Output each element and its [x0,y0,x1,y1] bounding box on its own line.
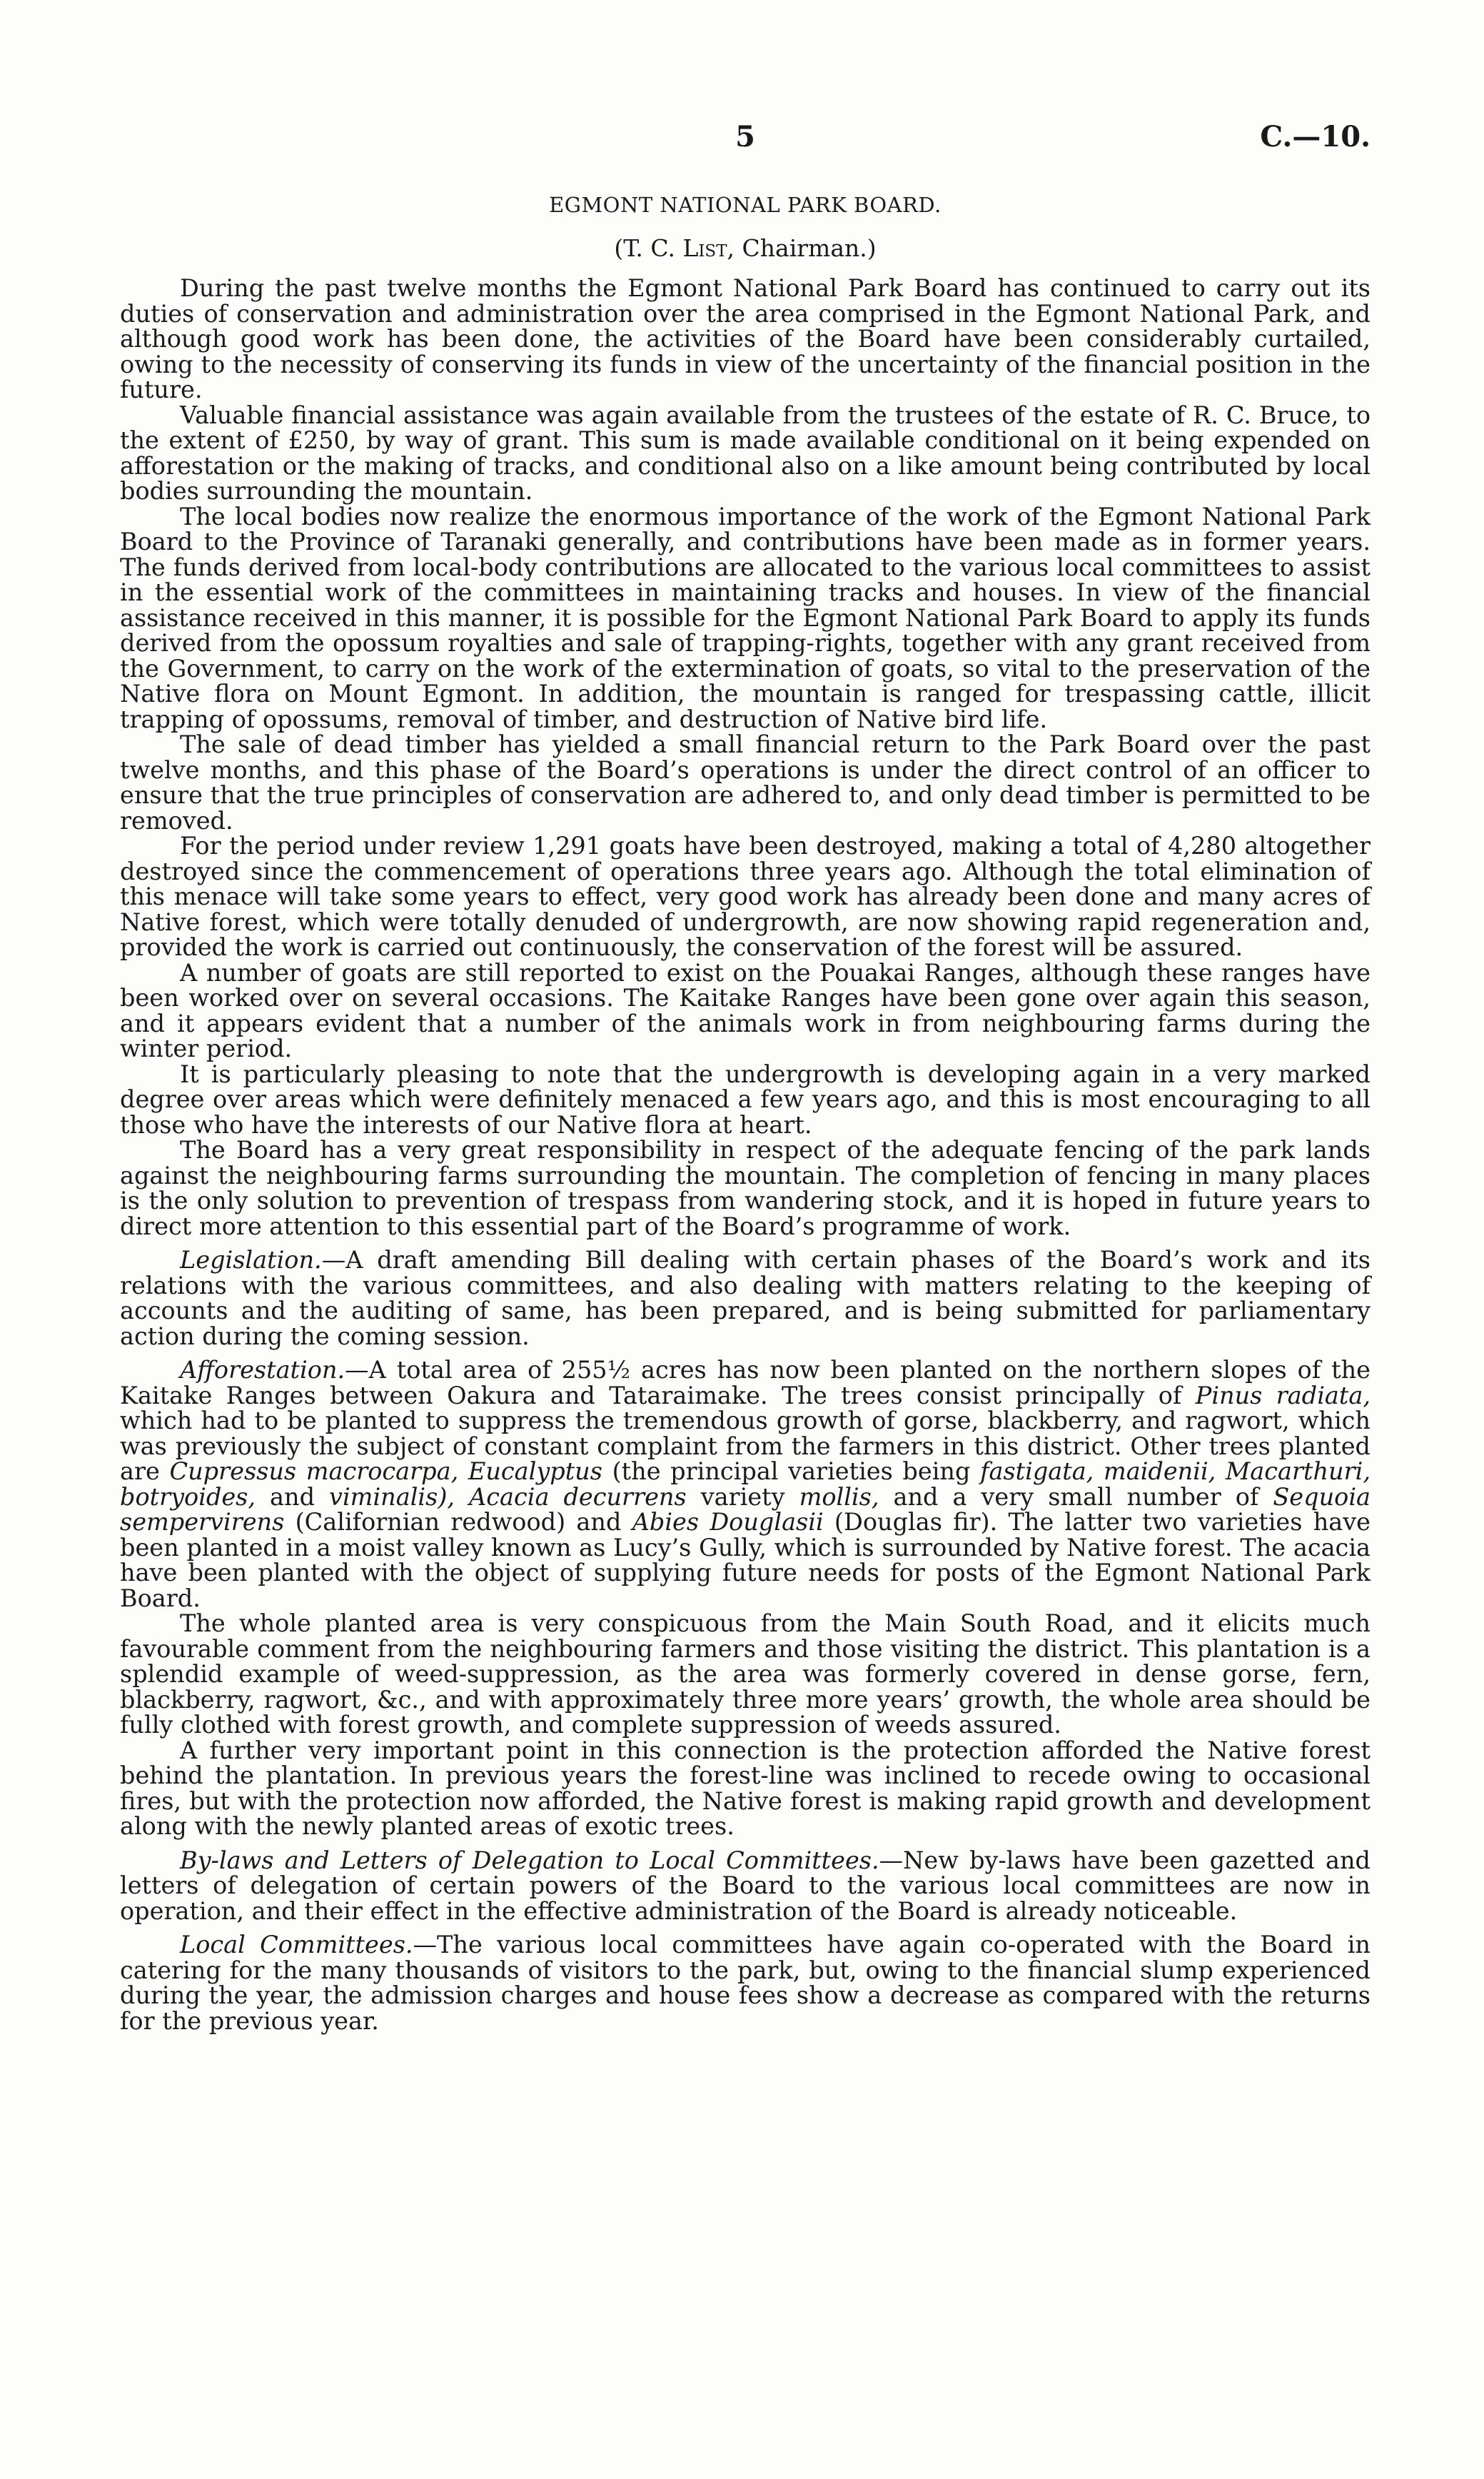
species-name: Cupressus macrocarpa, Eucalyptus [169,1457,602,1485]
afforestation-text: and [256,1482,330,1511]
paragraph: During the past twelve months the Egmont National Park Board has continued to carry out its duties of conservation and administration over the area comprised in the Egmont National Park, and although good work has been done, the activities of the Board have been considerably curtailed, owing to the necessity of conserving its funds in view of the uncertainty of the financial position in the future. [120,274,1371,403]
paragraph: It is particularly pleasing to note that the undergrowth is developing again in a very marked degree over areas which were definitely menaced a few years ago, and this is most encouraging to all those who have the interests of our Native flora at heart. [120,1060,1371,1139]
paragraph: The sale of dead timber has yielded a small financial return to the Park Board over the past twelve months, and this phase of the Board’s operations is under the direct control of an officer to ensure that the true principles of conservation are adhered to, and only dead timber is permitted to be removed. [120,730,1371,835]
chairman-close: , Chairman.) [727,234,877,262]
paragraph: For the period under review 1,291 goats have been destroyed, making a total of 4,280 altogether destroyed since the commencement of operations three years ago. Although the total elimination of this menace will take some years to effect, very good work has already been done and many acres of Native forest, which were totally denuded of undergrowth, are now showing rapid regeneration and, provided the work is carried out continuously, the conservation of the forest will be assured. [120,832,1371,961]
afforestation-text: which had to be planted to suppress the tremendous growth of gorse, blackberry, and ragwort, which was previously the subject of constant complaint from the farmers in this district. Other trees planted are [120,1407,1371,1485]
species-name: viminalis), Acacia decurrens [329,1482,687,1511]
paragraph: The whole planted area is very conspicuous from the Main South Road, and it elicits much favourable comment from the neighbouring farmers and those visiting the district. This plantation is a splendid example of weed-suppression, as the area was formerly covered in dense gorse, fern, blackberry, ragwort, &c., and with approximately three more years’ growth, the whole area should be fully clothed with forest growth, and complete suppression of weeds assured. [120,1609,1371,1739]
local-committees-heading: Local Committees. [180,1931,413,1958]
afforestation-text: (the principal varieties being [602,1457,981,1485]
species-name: Abies Douglasii [632,1508,824,1536]
bylaws-text: —New by-laws have been gazetted and letters of delegation of certain powers of the Board to the various local committees are now in operation, and their effect in the effective administration of the Board is already noticeable. [120,1846,1371,1925]
local-committees-paragraph [120,1932,1371,2033]
legislation-text: —A draft amending Bill dealing with certain phases of the Board’s work and its relations with the various committees, and also dealing with matters relating to the keeping of accounts and the auditing of same, has been prepared, and is being submitted for parliamentary action during the coming session. [120,1246,1371,1350]
afforestation-text: and a very small number of [879,1482,1273,1511]
legislation-heading: Legislation. [180,1246,322,1274]
afforestation-paragraph [120,1357,1371,1611]
bylaws-paragraph [120,1848,1371,1924]
section-title: EGMONT NATIONAL PARK BOARD. [549,193,942,217]
legislation-paragraph [120,1247,1371,1349]
species-name: Pinus radiata, [1195,1381,1371,1409]
afforestation-heading: Afforestation. [180,1356,345,1384]
local-committees-text: —The various local committees have again co-operated with the Board in catering for the many thousands of visitors to the park, but, owing to the financial slump experienced during the year, the admission charges and house fees show a decrease as compared with the returns for the previous year. [120,1931,1371,2035]
species-name: fastigata, maidenii, Macarthuri, botryoides, [120,1457,1371,1511]
body-text [120,276,1371,2033]
paragraph: A number of goats are still reported to exist on the Pouakai Ranges, although these ranges have been worked over on several occasions. The Kaitake Ranges have been gone over again this season, and it appears evident that a number of the animals work in from neighbouring farms during the winter period. [120,958,1371,1062]
species-name: mollis, [799,1482,879,1511]
bylaws-heading: By-laws and Letters of Delegation to Local Committees. [180,1846,879,1874]
chairman-open: (T. C. [614,234,683,262]
paragraph: The Board has a very great responsibility in respect of the adequate fencing of the park lands against the neighbouring farms surrounding the mountain. The completion of fencing in many places is the only solution to prevention of trespass from wandering stock, and it is hoped in future years to direct more attention to this essential part of the Board’s programme of work. [120,1136,1371,1240]
afforestation-text: (Douglas fir). The latter two varieties have been planted in a moist valley known as Lucy’s Gully, which is surrounded by Native forest. The acacia have been planted with the object of supplying future needs for posts of the Egmont National Park Board. [120,1508,1371,1612]
afforestation-text: variety [686,1482,799,1511]
chairman-name: List [682,234,727,262]
species-name: Sequoia sempervirens [120,1482,1371,1536]
page-number: 5 [735,120,755,154]
chairman-line [120,234,1371,262]
paragraph: A further very important point in this connection is the protection afforded the Native forest behind the plantation. In previous years the forest-line was inclined to recede owing to occasional fires, but with the protection now afforded, the Native forest is making rapid growth and development along with the newly planted areas of exotic trees. [120,1736,1371,1840]
afforestation-text: (Californian redwood) and [284,1508,632,1536]
page-header [120,120,1371,170]
paragraph: The local bodies now realize the enormous importance of the work of the Egmont National Park Board to the Province of Taranaki generally, and contributions have been made as in former years. The funds derived from local-body contributions are allocated to the various local committees to assist in the essential work of the committees in maintaining tracks and houses. In view of the financial assistance received in this manner, it is possible for the Egmont National Park Board to apply its funds derived from the opossum royalties and sale of trapping-rights, together with any grant received from the Government, to carry on the work of the extermination of goats, so vital to the preservation of the Native flora on Mount Egmont. In addition, the mountain is ranged for trespassing cattle, illicit trapping of opossums, removal of timber, and destruction of Native bird life. [120,502,1371,733]
document-reference: C.—10. [1260,120,1371,154]
paragraph: Valuable financial assistance was again available from the trustees of the estate of R. C. Bruce, to the extent of £250, by way of grant. This sum is made available conditional on it being expended on afforestation or the making of tracks, and conditional also on a like amount being contributed by local bodies surrounding the mountain. [120,401,1371,505]
afforestation-text: —A total area of 255½ acres has now been planted on the northern slopes of the Kaitake Ranges between Oakura and Tataraimake. The trees consist principally of [120,1356,1371,1409]
